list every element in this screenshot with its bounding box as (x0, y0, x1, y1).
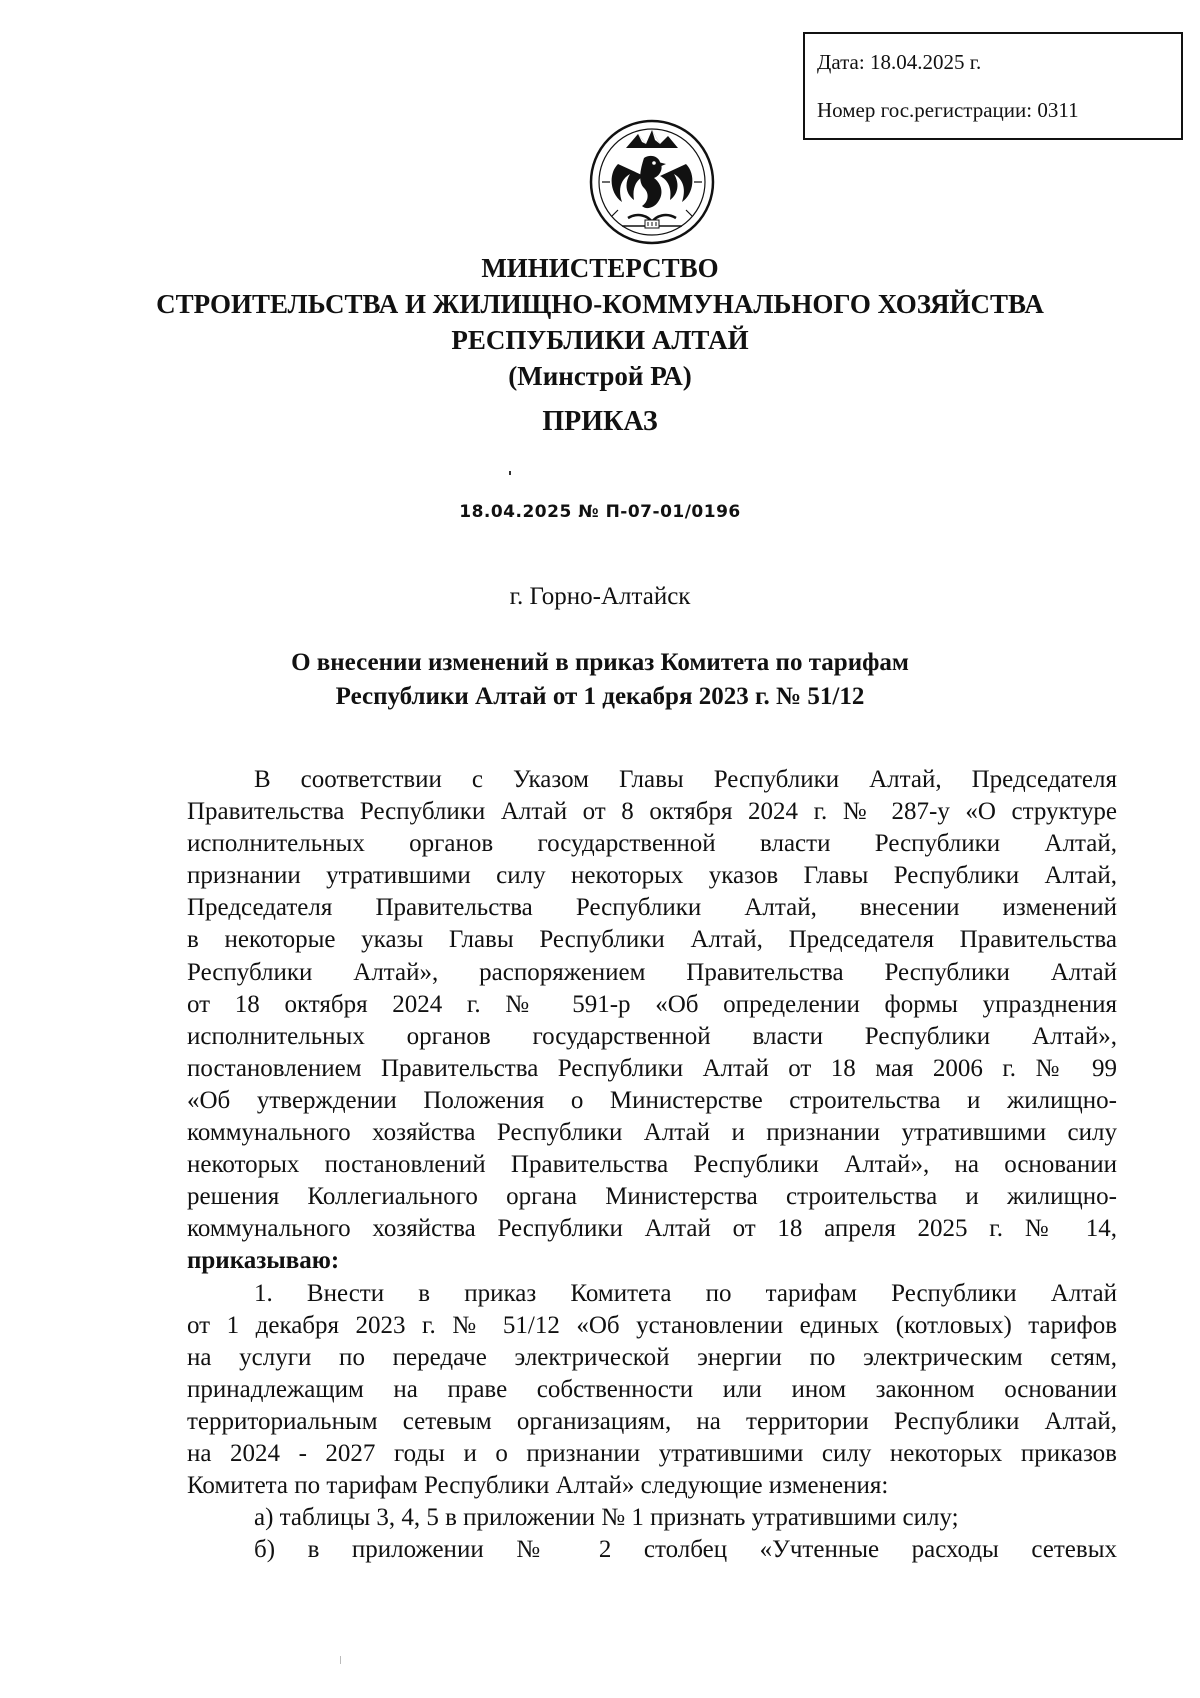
preamble-line: исполнительных органов государственной власти Республики Алтай, (187, 830, 1117, 858)
preamble-line: В соответствии с Указом Главы Республики Алтай, Председателя (254, 766, 1117, 793)
preamble-line: коммунального хозяйства Республики Алтай и признании утратившими силу (187, 1119, 1117, 1147)
document-type: ПРИКАЗ (542, 406, 658, 437)
registration-number-value: 0311 (1037, 98, 1079, 122)
registration-date-label: Дата: (817, 50, 865, 74)
preamble-line: коммунального хозяйства Республики Алтай от 18 апреля 2025 г. № 14, (187, 1215, 1117, 1243)
item-1-line: от 1 декабря 2023 г. № 51/12 «Об установлении единых (котловых) тарифов (187, 1311, 1117, 1339)
preamble-line: постановлением Правительства Республики Алтай от 18 мая 2006 г. № 99 (187, 1054, 1117, 1082)
preamble-line: Председателя Правительства Республики Алтай, внесении изменений (187, 894, 1117, 922)
decree-word: приказываю: (187, 1247, 340, 1275)
item-1-line: принадлежащим на праве собственности или ином законном основании (187, 1375, 1117, 1403)
preamble-line: Республики Алтай», распоряжением Правительства Республики Алтай (187, 958, 1117, 986)
item-1-line: на 2024 - 2027 годы и о признании утратившими силу некоторых приказов (187, 1439, 1117, 1467)
scan-mark (509, 471, 511, 475)
order-subject-line: Республики Алтай от 1 декабря 2023 г. № 51/12 (335, 683, 865, 710)
item-1-line: на услуги по передаче электрической энергии по электрическим сетям, (187, 1343, 1117, 1371)
preamble-line: от 18 октября 2024 г. № 591-р «Об определении формы упразднения (187, 990, 1117, 1018)
registration-number-label: Номер гос.регистрации: (817, 98, 1033, 122)
ministry-abbreviation: (Минстрой РА) (508, 361, 692, 391)
order-subject-line: О внесении изменений в приказ Комитета по тарифам (291, 649, 909, 676)
order-number: 18.04.2025 № П-07-01/0196 (459, 502, 741, 522)
preamble-line: исполнительных органов государственной власти Республики Алтай», (187, 1022, 1117, 1050)
ministry-title: МИНИСТЕРСТВО (481, 253, 719, 283)
item-1-line: территориальным сетевым организациям, на территории Республики Алтай, (187, 1407, 1117, 1435)
order-subject (0, 646, 1200, 714)
altai-republic-emblem-icon (588, 118, 716, 246)
registration-date-value: 18.04.2025 г. (869, 50, 982, 74)
item-a: а) таблицы 3, 4, 5 в приложении № 1 признать утратившими силу; (254, 1504, 959, 1532)
registration-date (817, 50, 981, 75)
item-1-line: Комитета по тарифам Республики Алтай» следующие изменения: (187, 1472, 889, 1500)
preamble-line: признании утратившими силу некоторых указов Главы Республики Алтай, (187, 862, 1117, 890)
ministry-subtitle: СТРОИТЕЛЬСТВА И ЖИЛИЩНО-КОММУНАЛЬНОГО ХОЗЯЙСТВА (156, 289, 1044, 319)
issue-city: г. Горно-Алтайск (509, 583, 691, 610)
ministry-region: РЕСПУБЛИКИ АЛТАЙ (451, 325, 749, 355)
preamble-line: «Об утверждении Положения о Министерстве строительства и жилищно- (187, 1086, 1117, 1114)
scan-mark (340, 1656, 341, 1664)
order-body (187, 764, 1117, 1566)
registration-stamp (803, 32, 1183, 140)
ministry-heading (0, 250, 1200, 394)
preamble-line: некоторых постановлений Правительства Республики Алтай», на основании (187, 1151, 1117, 1179)
preamble-line: Правительства Республики Алтай от 8 октября 2024 г. № 287-у «О структуре (187, 798, 1117, 826)
preamble-line: в некоторые указы Главы Республики Алтай, Председателя Правительства (187, 926, 1117, 954)
registration-number (817, 98, 1079, 123)
item-b: б) в приложении № 2 столбец «Учтенные расходы сетевых (254, 1536, 1117, 1564)
item-1-line: 1. Внести в приказ Комитета по тарифам Республики Алтай (254, 1279, 1117, 1307)
preamble-line: решения Коллегиального органа Министерства строительства и жилищно- (187, 1183, 1117, 1211)
